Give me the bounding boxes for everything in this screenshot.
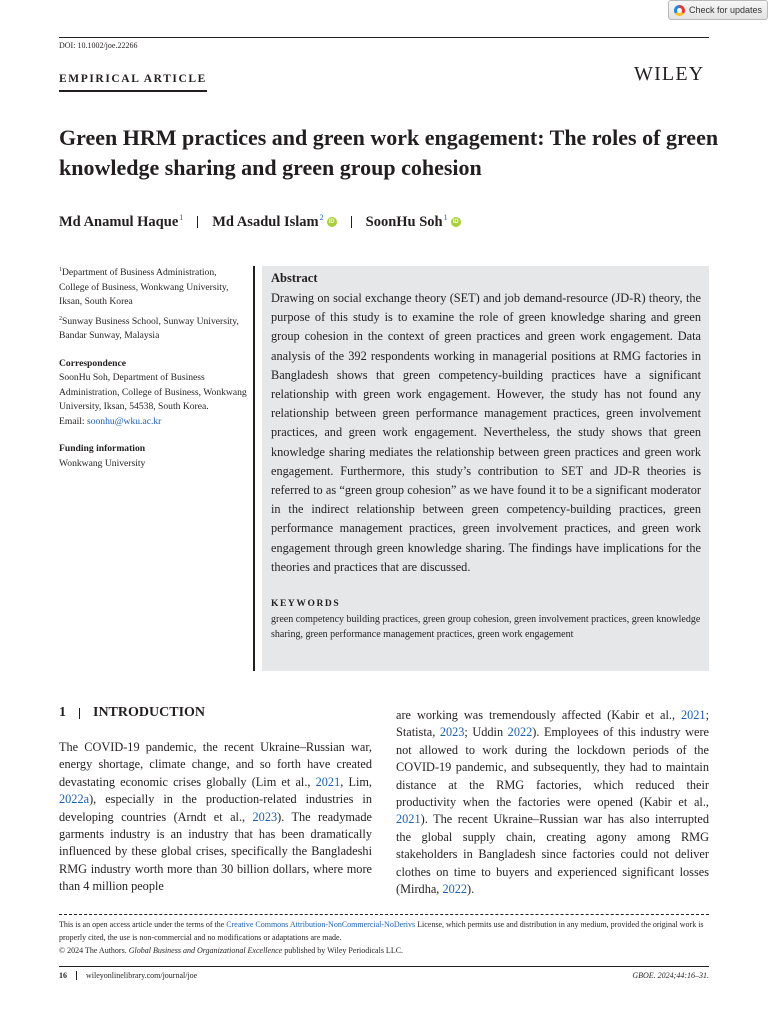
author-list bbox=[59, 213, 461, 231]
abstract-box bbox=[262, 266, 709, 671]
crossmark-icon bbox=[674, 5, 685, 16]
affiliation-2: $^2$Sunway Business School, Sunway University, Bandar Sunway, Malaysia bbox=[59, 315, 239, 341]
section-heading bbox=[59, 705, 205, 721]
abstract-heading: Abstract bbox=[271, 271, 318, 285]
page-number: 16 bbox=[59, 971, 67, 980]
check-for-updates-label: Check for updates bbox=[689, 5, 763, 15]
citation-link[interactable]: 2021 bbox=[315, 774, 341, 789]
correspondence-heading: Correspondence bbox=[59, 357, 126, 369]
citation-link[interactable]: 2022a bbox=[59, 792, 90, 807]
body-column-1: The COVID-19 pandemic, the recent Ukraine–Russian war, energy shortage, climate change, and so forth have created devastating economic crises globally (Lim et al., 2021, Lim, 2022a), especially in the production-related industries in developing countries (Arndt et al., 2023). The readymade garments industry is an industry that has been dramatically influenced by these global crises, specifically the Bangladeshi RMG industry worth more than 30 billion dollars, where more than 4 million people bbox=[59, 740, 373, 894]
email-link[interactable]: soonhu@wku.ac.kr bbox=[86, 415, 162, 427]
column-divider bbox=[253, 266, 255, 671]
correspondence-text: SoonHu Soh, Department of Business Administration, College of Business, Wonkwang University, Iksan, 54538, South Korea. Email: soonhu@wku.ac.kr bbox=[59, 372, 247, 427]
journal-citation: GBOE. 2024;44:16–31. bbox=[632, 971, 709, 980]
keywords-heading: KEYWORDS bbox=[271, 599, 341, 610]
funding-heading: Funding information bbox=[59, 443, 146, 454]
article-title: Green HRM practices and green work engagement: The roles of green knowledge sharing and green group cohesion bbox=[59, 125, 719, 180]
top-rule bbox=[59, 37, 709, 38]
license-link[interactable]: Creative Commons Attribution-NonCommercial-NoDerivs bbox=[226, 920, 416, 929]
author-2[interactable]: Md Asadul Islam$^2$ bbox=[212, 213, 324, 230]
citation-link[interactable]: 2022 bbox=[507, 725, 533, 740]
publisher-logo[interactable]: WILEY bbox=[634, 63, 705, 85]
citation-link[interactable]: 2023 bbox=[439, 725, 465, 740]
citation-link[interactable]: 2021 bbox=[396, 812, 421, 827]
citation-link[interactable]: 2021 bbox=[680, 708, 706, 722]
abstract-text: Drawing on social exchange theory (SET) and job demand-resource (JD-R) theory, the purpose of this study is to examine the role of green knowledge sharing and green group cohesion in the context of green practices and green work engagement. Data analysis of the 392 respondents working in managerial positions at RMG factories in Bangladesh shows that green competency-building practices have a significant relationship with green work engagement. However, the study has not found any relationship between green performance management practices, green involvement practices, and green work engagement. Nevertheless, the study shows that green knowledge sharing mediates the relationship between green practices and green work engagement. Furthermore, this study’s contribution to SET and JD-R theories is referred to as “green group cohesion” as we have found it to be a significant moderator in the indirect relationship between green competency-building practices, green performance management practices, green involvement practices, and green work engagement through green knowledge sharing. The findings have implications for the theories and practices that are discussed. bbox=[271, 291, 701, 574]
doi[interactable]: DOI: 10.1002/joe.22266 bbox=[59, 41, 138, 50]
footer-rule bbox=[59, 966, 709, 967]
citation-link[interactable]: 2023 bbox=[252, 809, 278, 824]
article-info-column bbox=[59, 263, 247, 471]
author-separator bbox=[351, 216, 352, 228]
affiliation-1: $^1$Department of Business Administration, College of Business, Wonkwang University, Iksan, South Korea bbox=[59, 267, 229, 307]
author-separator bbox=[197, 216, 198, 228]
license-notice: This is an open access article under the terms of the Creative Commons Attribution-NonCommercial-NoDerivs License, which permits use and distribution in any medium, provided the original work is properly cited, the use is non-commercial and no modifications or adaptations are made. © 2024 The Authors. Global Business and Organizational Excellence published by Wiley Periodicals LLC. bbox=[59, 920, 704, 955]
journal-url[interactable]: wileyonlinelibrary.com/journal/joe bbox=[86, 971, 198, 980]
license-divider bbox=[59, 914, 709, 915]
body-column-2: are working was tremendously affected (Kabir et al., 2021; Statista, 2023; Uddin 2022). Employees of this industry were not allowed to work during the lockdown periods of the COVID-19 pandemic, and subsequently, they had to maintain distance at the RMG factories, which reduced their productivity when the factories were opened (Kabir et al., 2021). The recent Ukraine–Russian war has also interrupted the global supply chain, creating agony among RMG stakeholders in Bangladesh since factories could not deliver clothes on time to buyers and experienced significant losses (Mirdha, 2022). bbox=[396, 708, 709, 897]
orcid-icon[interactable]: iD bbox=[328, 219, 335, 225]
page-footer bbox=[59, 971, 709, 980]
article-type: EMPIRICAL ARTICLE bbox=[59, 73, 207, 92]
section-title: INTRODUCTION bbox=[93, 705, 206, 720]
author-3[interactable]: SoonHu Soh$^1$ bbox=[365, 213, 448, 230]
keywords-text: green competency building practices, green group cohesion, green involvement practices, green knowledge sharing, green performance management practices, green work engagement bbox=[271, 614, 701, 641]
orcid-icon[interactable]: iD bbox=[452, 219, 459, 225]
footer-separator bbox=[76, 971, 77, 980]
funding-text: Wonkwang University bbox=[59, 457, 146, 469]
section-separator bbox=[79, 708, 80, 719]
section-number: 1 bbox=[59, 705, 66, 720]
citation-link[interactable]: 2022 bbox=[442, 882, 468, 897]
check-for-updates-button[interactable] bbox=[668, 0, 768, 20]
author-1[interactable]: Md Anamul Haque$^1$ bbox=[59, 213, 184, 230]
